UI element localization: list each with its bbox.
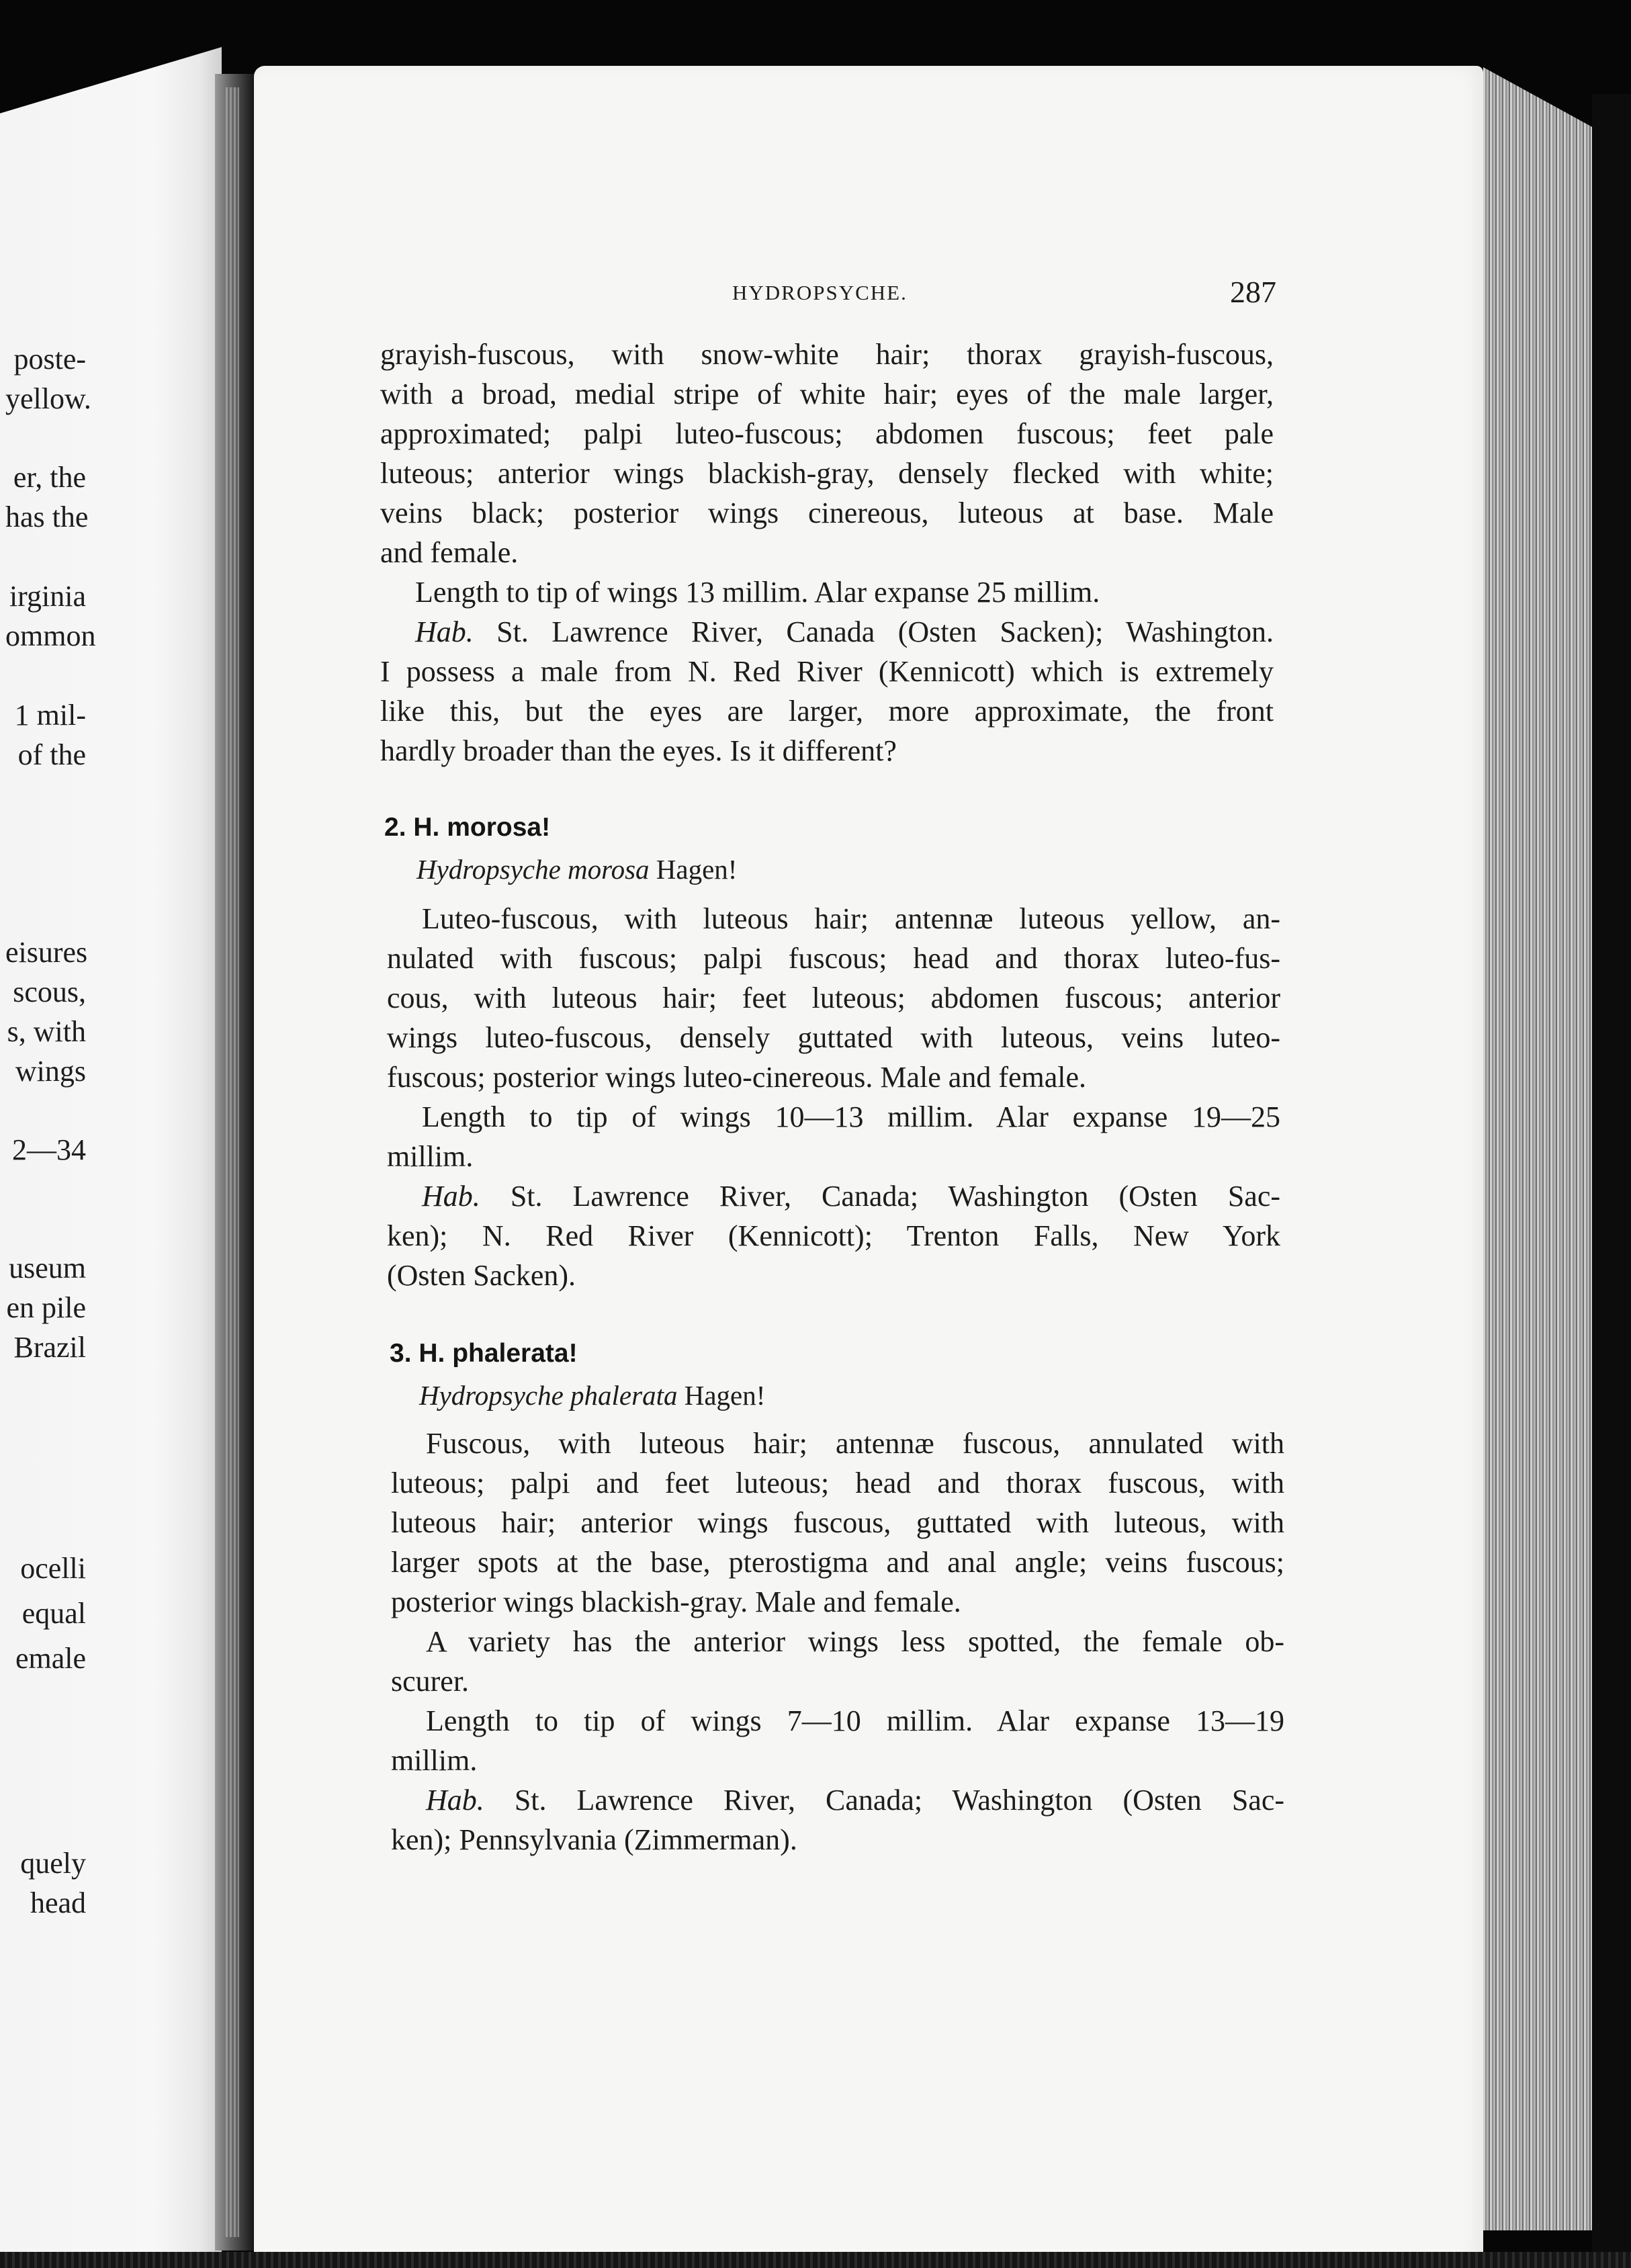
hab-text: St. Lawrence River, Canada; Washington (Osten Sac- — [510, 1180, 1281, 1213]
left-fragment: s, with — [7, 1015, 86, 1048]
habitat-line — [391, 1786, 1284, 1817]
text-line: like this, but the eyes are larger, more approximate, the front — [380, 695, 1274, 728]
left-fragment: irginia — [9, 580, 86, 613]
left-fragment: of the — [17, 738, 86, 771]
synonym-author: Hagen! — [684, 1380, 766, 1411]
text-line: scurer. — [391, 1665, 470, 1698]
left-fragment: equal — [21, 1597, 86, 1630]
page-edge-shadow — [1592, 94, 1631, 2268]
text-line: luteous; palpi and feet luteous; head and thorax fuscous, with — [391, 1467, 1284, 1499]
text-line: Length to tip of wings 10—13 millim. Alar expanse 19—25 — [422, 1100, 1280, 1133]
bottom-edge — [0, 2252, 1631, 2268]
left-fragment: 1 mil- — [14, 699, 86, 732]
habitat-line — [387, 1182, 1280, 1213]
text-line: luteous hair; anterior wings fuscous, guttated with luteous, with — [391, 1506, 1284, 1539]
left-fragment: poste- — [13, 343, 86, 376]
page-number: 287 — [1230, 275, 1276, 309]
left-fragment: 2—34 — [12, 1133, 86, 1166]
text-line: (Osten Sacken). — [387, 1259, 576, 1292]
left-fragment: Brazil — [13, 1331, 86, 1364]
left-fragment: quely — [20, 1847, 86, 1880]
text-line: millim. — [391, 1744, 478, 1777]
text-line: Length to tip of wings 7—10 millim. Alar expanse 13—19 — [426, 1704, 1284, 1737]
text-line: veins black; posterior wings cinereous, luteous at base. Male — [380, 496, 1274, 529]
left-fragment: head — [30, 1886, 86, 1919]
synonym-name: Hydropsyche phalerata — [419, 1380, 678, 1411]
hab-label: Hab. — [415, 615, 474, 648]
page-header — [376, 274, 1276, 314]
running-head: HYDROPSYCHE. — [732, 281, 908, 304]
hab-text: St. Lawrence River, Canada (Osten Sacken); Washington. — [496, 615, 1274, 648]
text-line: grayish-fuscous, with snow-white hair; thorax grayish-fuscous, — [380, 338, 1274, 371]
text-line: ken); Pennsylvania (Zimmerman). — [391, 1823, 797, 1856]
text-line: Fuscous, with luteous hair; antennæ fuscous, annulated with — [426, 1427, 1284, 1460]
text-line: I possess a male from N. Red River (Kennicott) which is extremely — [380, 655, 1274, 688]
hab-text: St. Lawrence River, Canada; Washington (Osten Sac- — [514, 1784, 1285, 1817]
left-fragment: has the — [5, 500, 89, 533]
species-synonym — [416, 853, 737, 885]
habitat-line — [380, 617, 1274, 648]
text-line: and female. — [380, 536, 519, 569]
text-line: with a broad, medial stripe of white hair; eyes of the male larger, — [380, 378, 1274, 410]
text-line: fuscous; posterior wings luteo-cinereous. Male and female. — [387, 1061, 1087, 1094]
text-line: wings luteo-fuscous, densely guttated with luteous, veins luteo- — [387, 1021, 1280, 1054]
text-line: Luteo-fuscous, with luteous hair; antennæ luteous yellow, an- — [422, 902, 1280, 935]
species-heading: 3. H. phalerata! — [390, 1339, 578, 1368]
text-line: millim. — [387, 1140, 474, 1173]
synonym-name: Hydropsyche morosa — [416, 854, 650, 885]
left-fragment: wings — [15, 1055, 86, 1088]
text-line: ken); N. Red River (Kennicott); Trenton Falls, New York — [387, 1219, 1280, 1252]
left-fragment: er, the — [13, 461, 86, 494]
gutter-spine — [226, 87, 239, 2237]
left-fragment: scous, — [13, 975, 86, 1008]
species-heading: 2. H. morosa! — [384, 813, 551, 842]
left-fragment: emale — [15, 1642, 86, 1675]
text-line: Length to tip of wings 13 millim. Alar expanse 25 millim. — [415, 576, 1100, 609]
text-line: cous, with luteous hair; feet luteous; abdomen fuscous; anterior — [387, 982, 1280, 1014]
left-fragment: ocelli — [20, 1552, 86, 1585]
text-line: nulated with fuscous; palpi fuscous; head and thorax luteo-fus- — [387, 942, 1280, 975]
page-edge — [1483, 67, 1601, 2230]
left-fragment: ommon — [5, 619, 96, 652]
left-fragment: yellow. — [5, 382, 91, 415]
text-line: approximated; palpi luteo-fuscous; abdomen fuscous; feet pale — [380, 417, 1274, 450]
hab-label: Hab. — [426, 1784, 484, 1817]
text-line: hardly broader than the eyes. Is it different? — [380, 734, 897, 767]
text-line: A variety has the anterior wings less spotted, the female ob- — [426, 1625, 1284, 1658]
left-fragment: en pile — [6, 1291, 86, 1324]
text-line: luteous; anterior wings blackish-gray, densely flecked with white; — [380, 457, 1274, 490]
species-synonym — [419, 1379, 765, 1411]
left-fragment: useum — [9, 1252, 86, 1284]
hab-label: Hab. — [422, 1180, 480, 1213]
left-fragment: eisures — [5, 936, 88, 969]
synonym-author: Hagen! — [656, 854, 738, 885]
text-line: larger spots at the base, pterostigma and anal angle; veins fuscous; — [391, 1546, 1284, 1579]
text-line: posterior wings blackish-gray. Male and female. — [391, 1585, 961, 1618]
